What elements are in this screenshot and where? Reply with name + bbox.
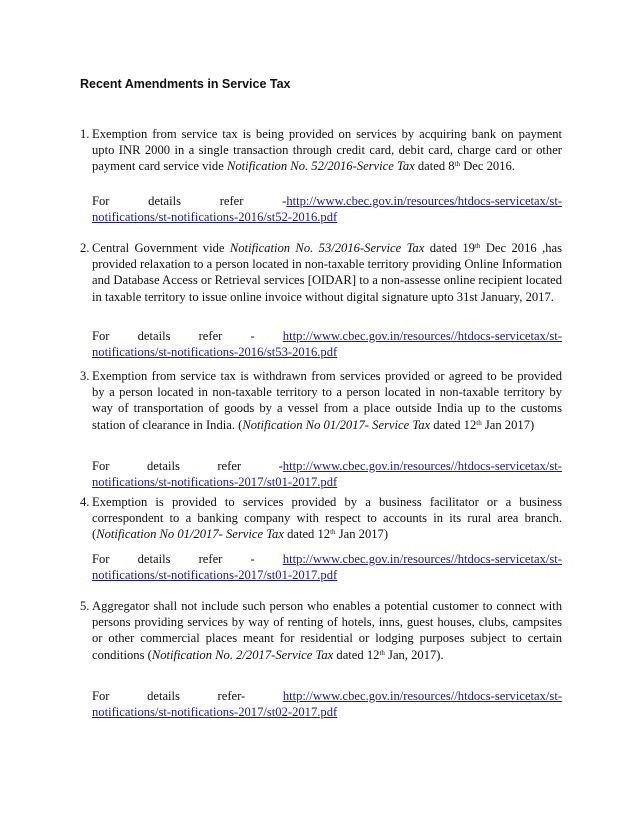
details-word: details xyxy=(147,689,180,703)
details-word: refer xyxy=(217,459,242,473)
notification-ref: Notification No. 53/2016-Service Tax xyxy=(229,241,425,255)
details-block xyxy=(92,688,562,720)
item-number: 2. xyxy=(80,241,90,255)
details-word: - xyxy=(250,552,255,566)
notification-link[interactable]: http://www.cbec.gov.in/resources//htdocs-servicetax/st- xyxy=(282,552,562,566)
notification-ref: Notification No 01/2017- Service Tax xyxy=(242,417,431,432)
document-title: Recent Amendments in Service Tax xyxy=(80,77,291,91)
details-word: For xyxy=(92,689,110,703)
details-word: For xyxy=(92,329,110,343)
notification-link-cont[interactable]: notifications/st-notifications-2017/st01-2017.pdf xyxy=(92,568,338,583)
details-block xyxy=(92,458,562,490)
details-word: details xyxy=(148,194,182,208)
item-number: 3. xyxy=(80,369,90,383)
item-text: Aggregator shall not include such person who enables a potential customer to connect with persons providing services by way of renting of hotels, inns, guest houses, clubs, campsites or other commercial places meant for residential or lodging purposes subject to certain conditions (Notification No. 2/2017-Service Tax dated 12th Jan, 2017). xyxy=(92,599,562,662)
details-word: details xyxy=(137,329,171,343)
notification-link[interactable]: http://www.cbec.gov.in/resources//htdocs-servicetax/st- xyxy=(282,689,563,703)
notification-link[interactable]: http://www.cbec.gov.in/resources//htdocs-servicetax/st- xyxy=(282,329,562,343)
item-number: 5. xyxy=(80,599,90,613)
notification-link[interactable]: http://www.cbec.gov.in/resources/htdocs-servicetax/st- xyxy=(286,194,563,208)
details-word: details xyxy=(137,552,171,566)
details-word: details xyxy=(146,459,180,473)
notification-link-cont[interactable]: notifications/st-notifications-2016/st53-2016.pdf xyxy=(92,345,338,360)
item-number: 1. xyxy=(80,127,90,141)
details-word: - xyxy=(278,459,283,473)
details-word: For xyxy=(92,194,110,208)
details-block xyxy=(92,193,562,225)
notification-link-cont[interactable]: notifications/st-notifications-2016/st52-2016.pdf xyxy=(92,210,338,225)
notification-ref: Notification No. 52/2016-Service Tax xyxy=(226,159,415,174)
notification-ref: Notification No 01/2017- Service Tax xyxy=(96,527,284,542)
details-word: refer- xyxy=(217,689,246,703)
details-word: For xyxy=(92,552,110,566)
notification-link-cont[interactable]: notifications/st-notifications-2017/st02-2017.pdf xyxy=(92,705,338,720)
details-word: refer xyxy=(198,552,223,566)
details-block xyxy=(92,328,562,360)
details-word: refer xyxy=(219,194,244,208)
item-text: Exemption is provided to services provided by a business facilitator or a business correspondent to a banking company with respect to accounts in its rural area branch. (Notification No 01/2017- Service Tax dated 12th Jan 2017) xyxy=(92,495,562,542)
item-text: Exemption from service tax is withdrawn from services provided or agreed to be provided by a person located in non-taxable territory to a person located in non-taxable territory by way of transportation of goods by a vessel from a place outside India up to the customs station of clearance in India. (Notification No 01/2017- Service Tax dated 12th Jan 2017) xyxy=(92,369,562,432)
details-word: For xyxy=(92,459,110,473)
details-block xyxy=(92,551,562,583)
item-number: 4. xyxy=(80,495,90,509)
notification-ref: Notification No. 2/2017-Service Tax xyxy=(151,647,334,662)
details-word: - xyxy=(250,329,255,343)
details-word: - xyxy=(282,194,287,208)
details-word: refer xyxy=(198,329,223,343)
notification-link-cont[interactable]: notifications/st-notifications-2017/st01-2017.pdf xyxy=(92,475,338,490)
item-text: Exemption from service tax is being provided on services by acquiring bank on payment upto INR 2000 in a single transaction through credit card, debit card, charge card or other payment card service vide Notification No. 52/2016-Service Tax dated 8th Dec 2016. xyxy=(92,127,562,174)
notification-link[interactable]: http://www.cbec.gov.in/resources//htdocs-servicetax/st- xyxy=(282,459,562,473)
item-text: Central Government vide Notification No. 53/2016-Service Tax dated 19th Dec 2016 ,has provided relaxation to a person located in non-taxable territory providing Online Information and Database Access or Retrieval services [OIDAR] to a non-assesse online recipient located in taxable territory to issue online invoice without digital signature upto 31st January, 2017. xyxy=(92,241,563,304)
